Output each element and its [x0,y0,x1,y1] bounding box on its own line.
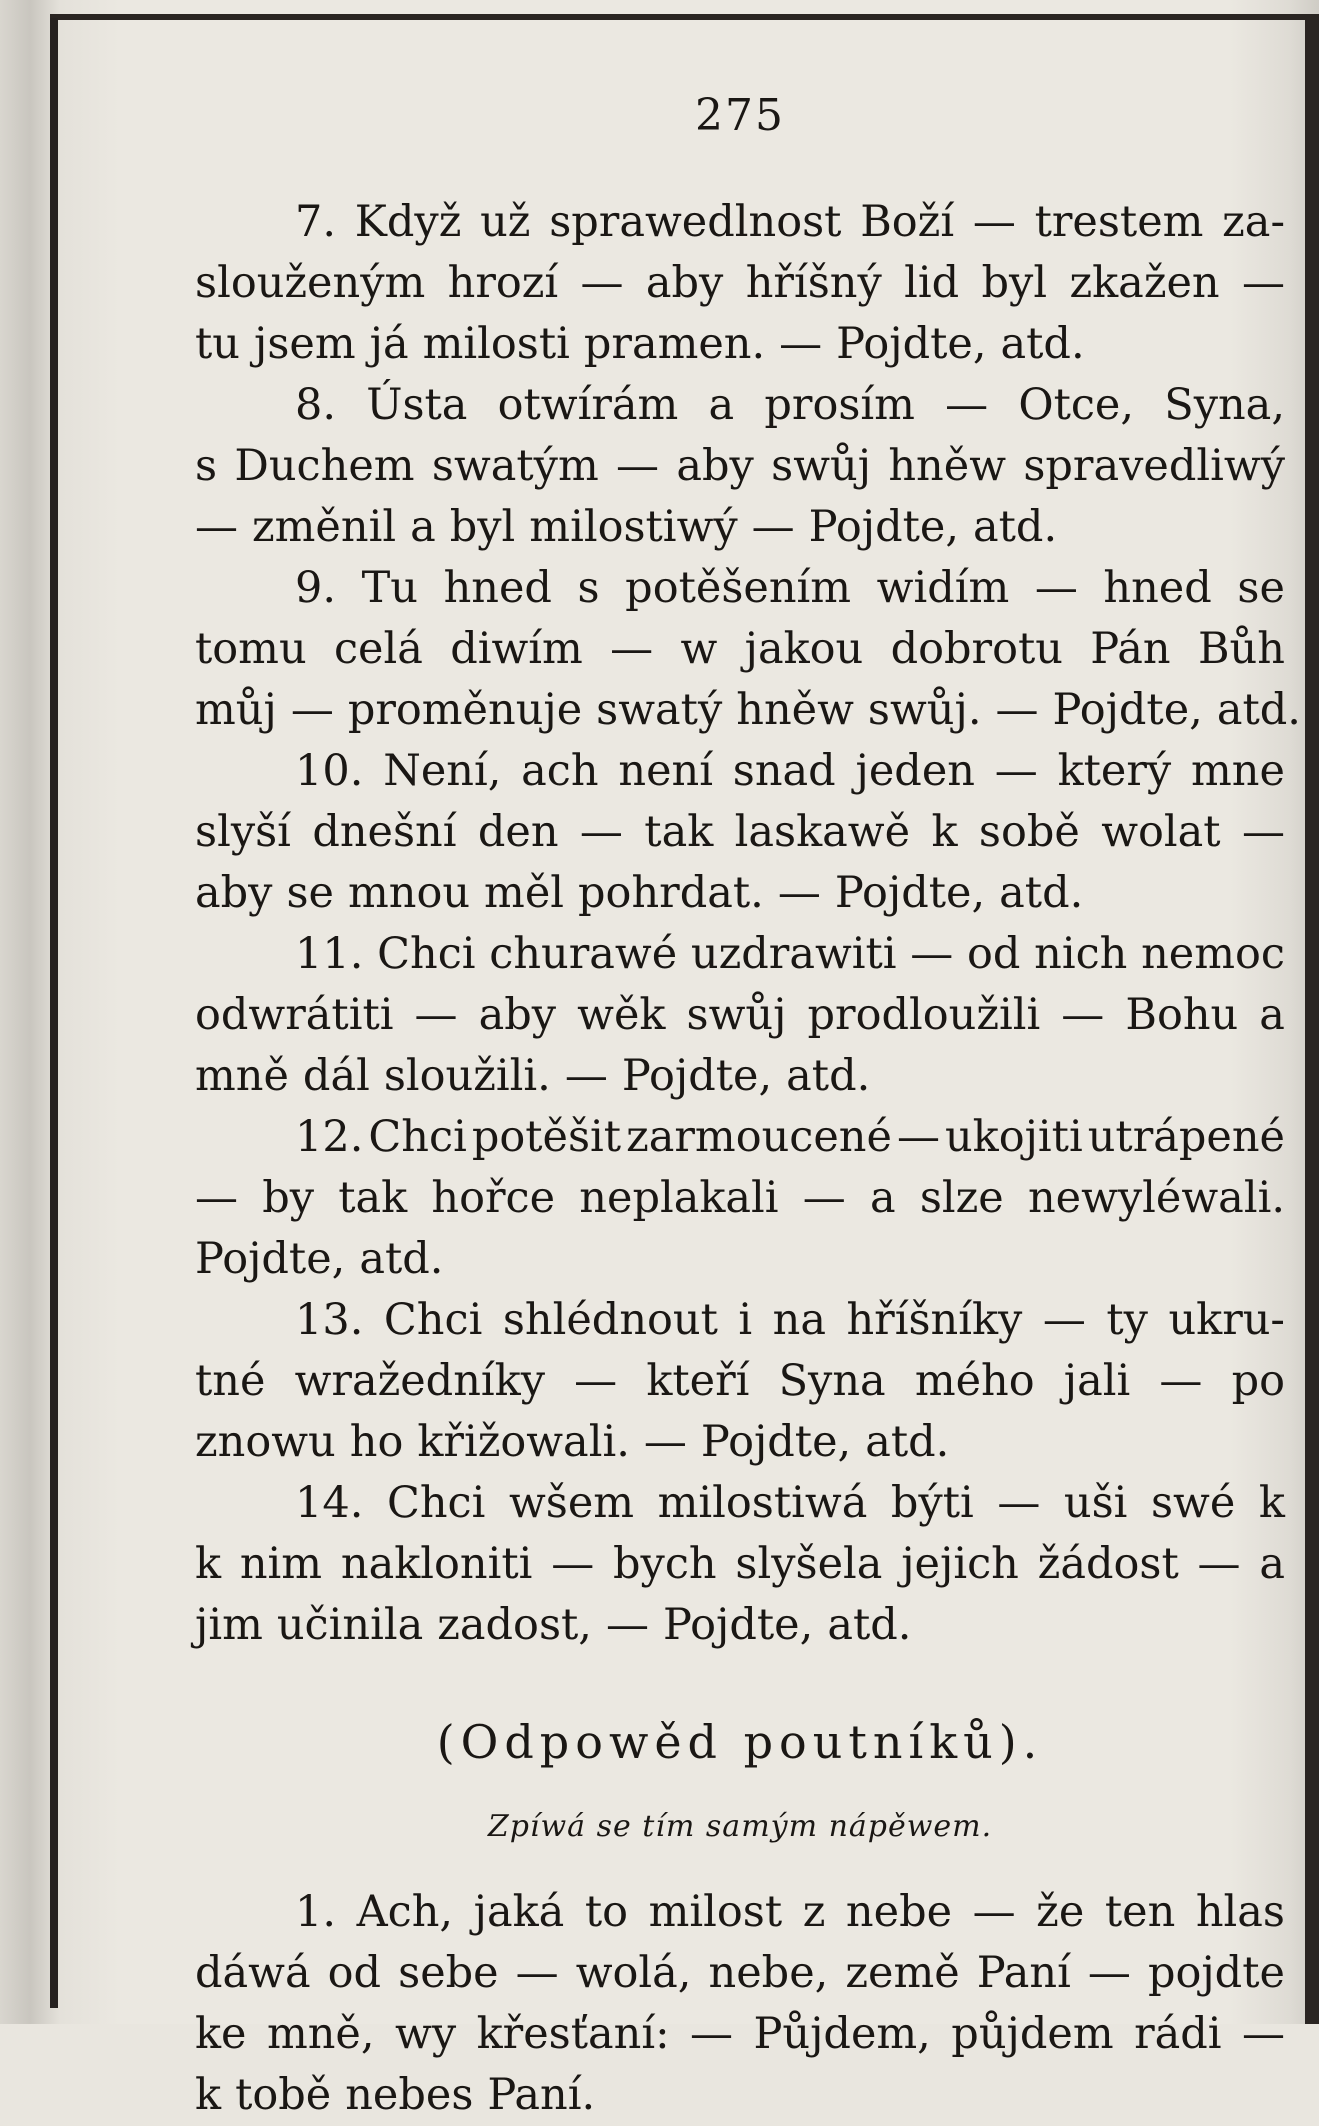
text-line: 9. Tu hned s potěšením widím — hned se [295,563,1285,613]
section-heading: (Odpowěd poutníků). [436,1715,1044,1769]
text-line: 7. Když už sprawedlnost Boží — trestem za- [295,197,1285,247]
text-line: aby se mnou měl pohrdat. — Pojdte, atd. [195,868,1084,918]
text-line: slyší dnešní den — tak laskawě k sobě wolat — [195,807,1285,857]
text-line: jim učinila zadost, — Pojdte, atd. [195,1600,912,1650]
text-line: — změnil a byl milostiwý — Pojdte, atd. [195,502,1058,552]
book-page [195,90,1301,2120]
page-top-edge [50,14,1319,20]
page-number: 275 [695,90,785,141]
text-line: mně dál sloužili. — Pojdte, atd. [195,1051,871,1101]
section-subheading: Zpíwá se tím samým nápěwem. [487,1809,993,1844]
text-line: tné wražedníky — kteří Syna mého jali — po [195,1356,1285,1406]
text-line: 1. Ach, jaká to milost z nebe — že ten hlas [295,1887,1285,1937]
text-line: ke mně, wy křesťaní: — Půjdem, půjdem rádi — [195,2009,1285,2059]
text-line: 13. Chci shlédnout i na hříšníky — ty ukru- [295,1295,1285,1345]
text-line: odwrátiti — aby wěk swůj prodloužili — Bohu a [195,990,1285,1040]
text-line: Pojdte, atd. [195,1234,444,1284]
text-block [195,192,1301,2126]
text-line: 11. Chci churawé uzdrawiti — od nich nemoc [295,929,1285,979]
text-line: k tobě nebes Paní. [195,2070,596,2120]
text-line: tomu celá diwím — w jakou dobrotu Pán Bůh [195,624,1285,674]
text-line: 12. Chci potěšit zarmoucené — ukojiti utrápené [295,1112,1285,1162]
text-line: k nim nakloniti — bych slyšela jejich žádost — a [195,1539,1285,1589]
text-line: dáwá od sebe — wolá, nebe, země Paní — pojdte [195,1948,1285,1998]
book-spine-edge [50,18,58,2008]
text-line: 14. Chci wšem milostiwá býti — uši swé k [295,1478,1285,1528]
text-line: znowu ho křižowali. — Pojdte, atd. [195,1417,950,1467]
page-right-edge [1305,14,1319,2024]
text-line: s Duchem swatým — aby swůj hněw spravedliwý [195,441,1285,491]
text-line: můj — proměnuje swatý hněw swůj. — Pojdte, atd. [195,685,1301,735]
text-line: 10. Není, ach není snad jeden — který mne [295,746,1285,796]
text-line: — by tak hořce neplakali — a slze newyléwali. [195,1173,1285,1223]
text-line: 8. Ústa otwírám a prosím — Otce, Syna, [295,380,1285,430]
text-line: tu jsem já milosti pramen. — Pojdte, atd. [195,319,1085,369]
text-line: slouženým hrozí — aby hříšný lid byl zkažen — [195,258,1285,308]
